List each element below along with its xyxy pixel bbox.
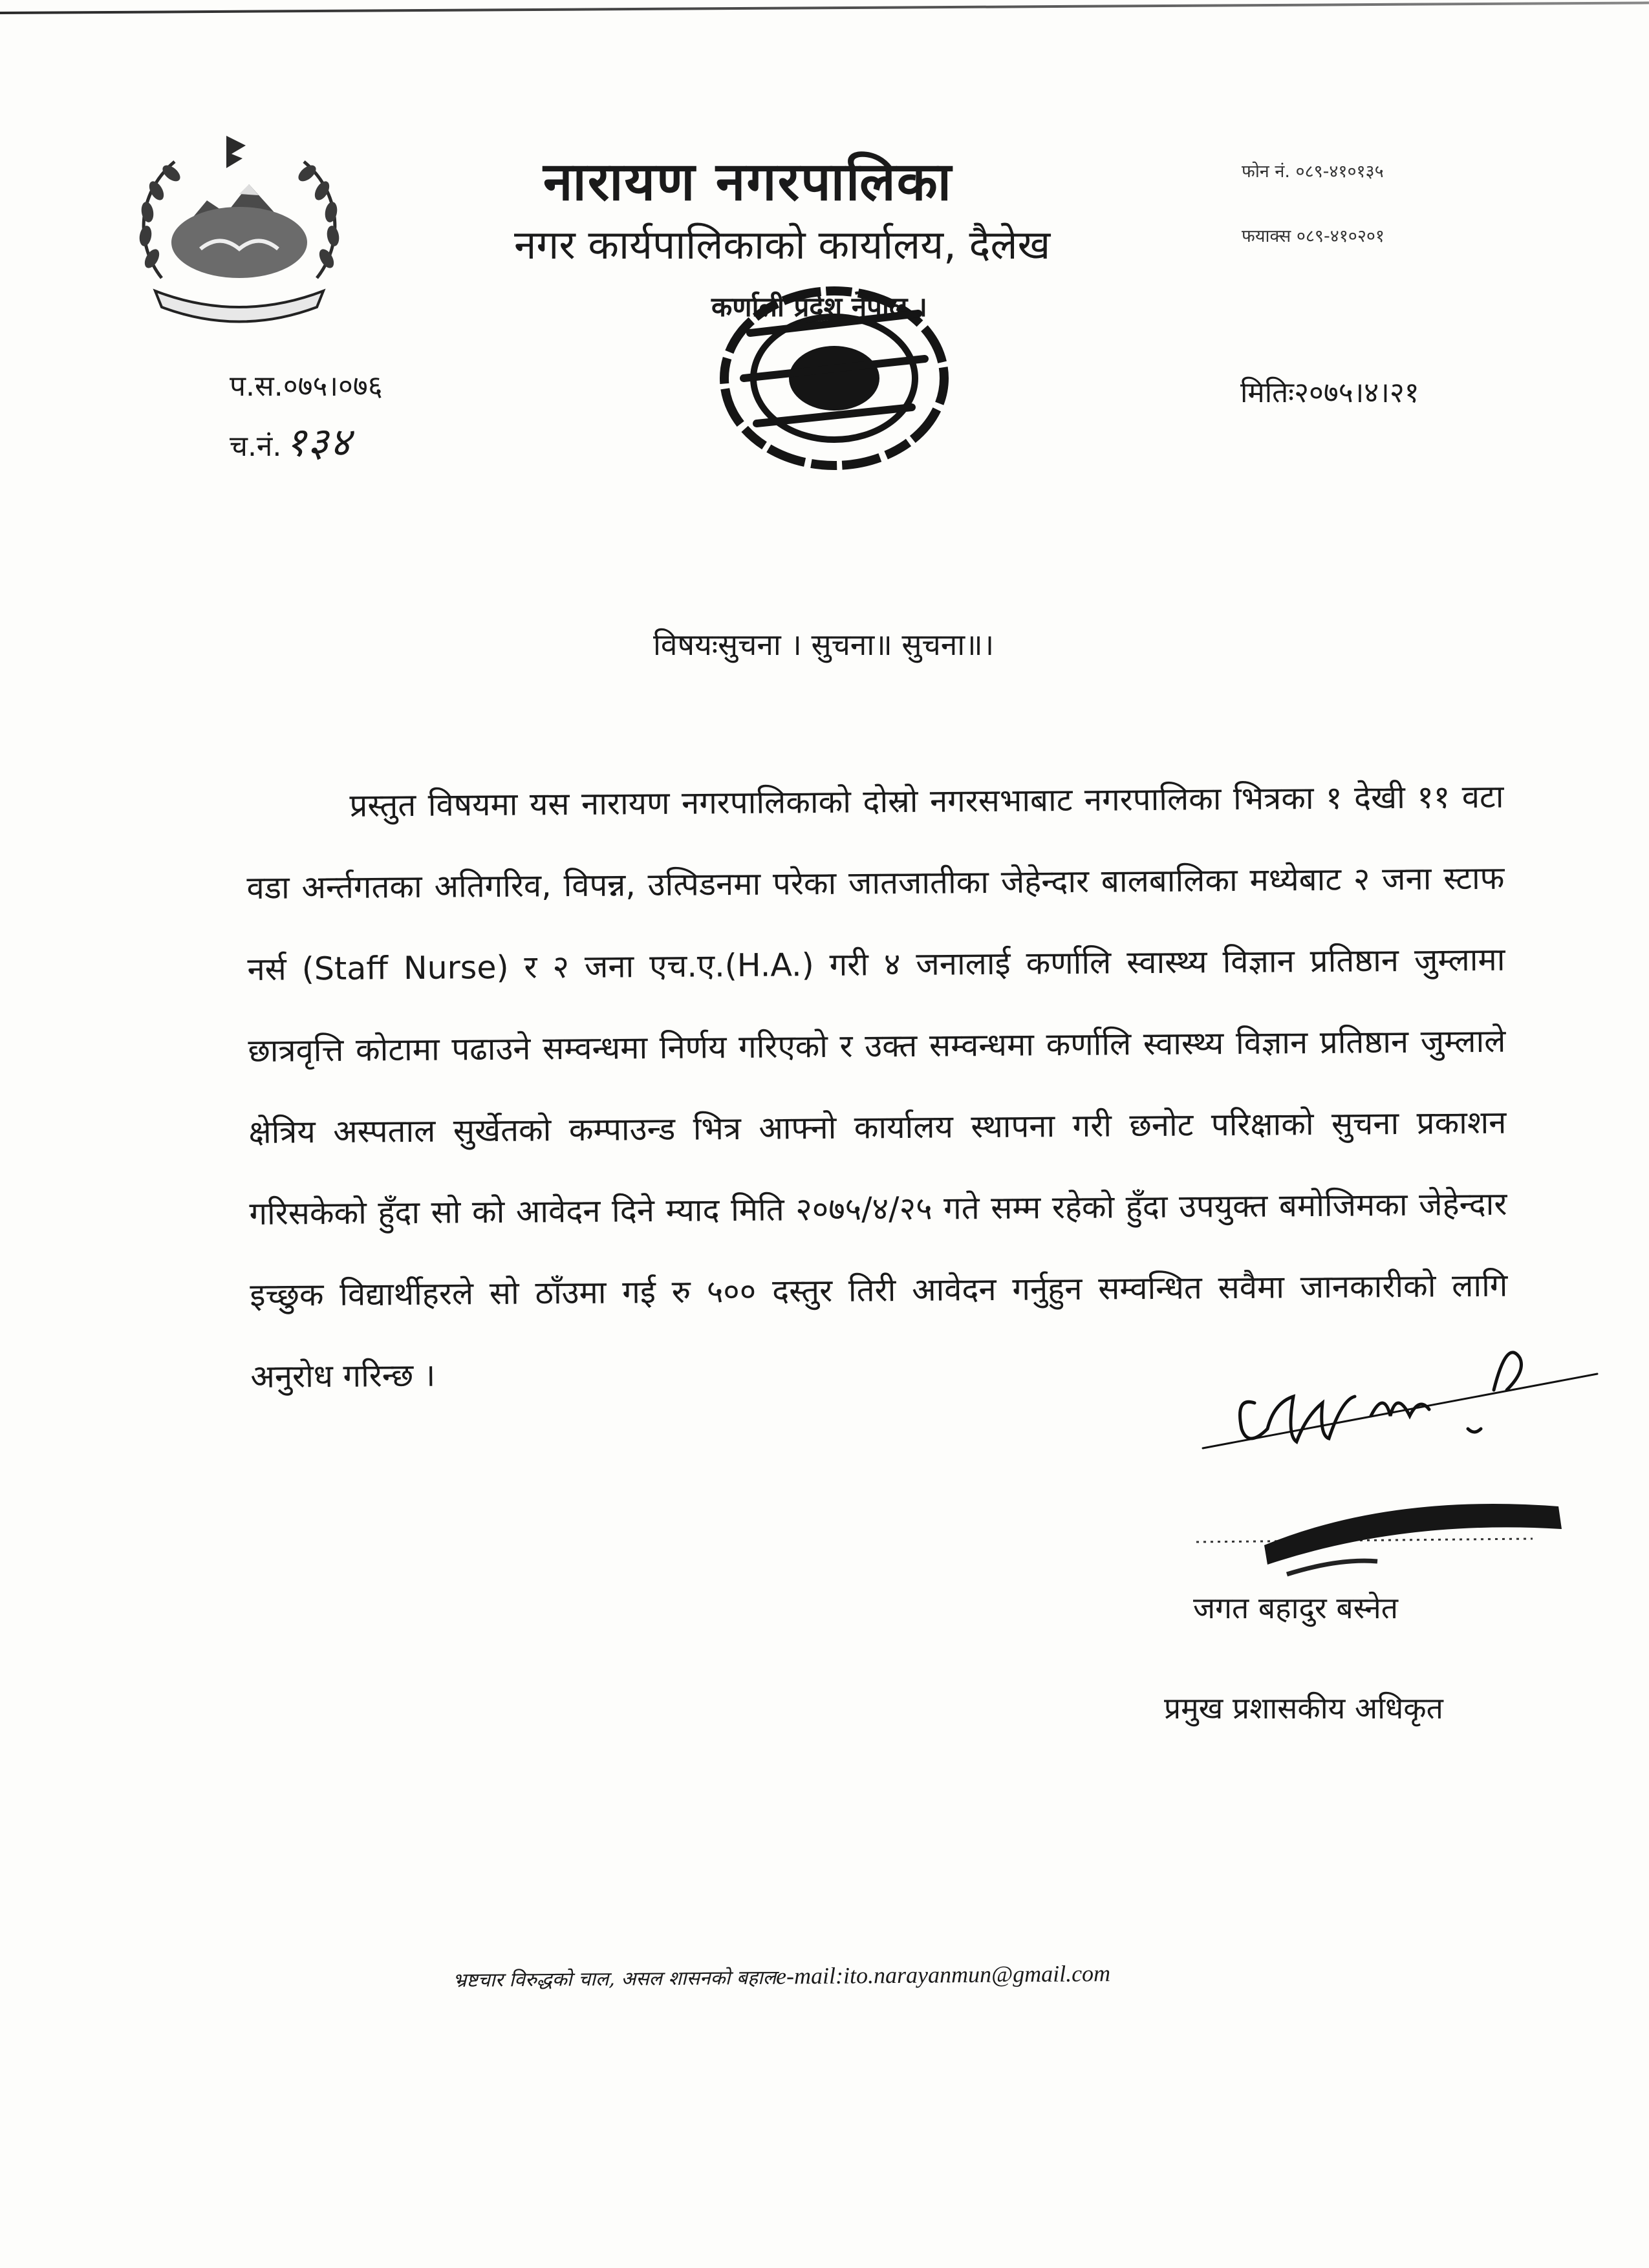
- signature-icon: [1196, 1345, 1617, 1616]
- nepal-emblem-icon: [123, 129, 356, 336]
- letter-subject: विषयःसुचना । सुचना॥ सुचना॥।: [653, 627, 995, 662]
- signatory-title: प्रमुख प्रशासकीय अधिकृत: [1164, 1691, 1443, 1726]
- office-stamp-icon: [705, 275, 964, 475]
- office-name: नगर कार्यपालिकाको कार्यालय, दैलेख: [514, 221, 1051, 268]
- dispatch-value-handwritten: १३४: [285, 418, 352, 465]
- dispatch-number: [230, 414, 352, 468]
- footer-slogan: भ्रष्टचार विरुद्धको चाल, असल शासनको बहाल: [453, 1966, 777, 1992]
- phone-number: फोन नं. ०८९-४१०१३५: [1242, 162, 1384, 182]
- organization-name: नारायण नगरपालिका: [543, 151, 953, 213]
- dispatch-label: च.नं.: [230, 430, 282, 463]
- footer: [453, 1960, 1110, 1993]
- letter-date: मितिः२०७५।४।२१: [1240, 376, 1419, 409]
- footer-email-link[interactable]: e-mail:ito.narayanmun@gmail.com: [775, 1960, 1111, 1989]
- reference-number: प.स.०७५।०७६: [230, 370, 383, 403]
- signatory-name: जगत बहादुर बस्नेत: [1193, 1590, 1398, 1625]
- letter-body: प्रस्तुत विषयमा यस नारायण नगरपालिकाको दोस्रो नगरसभाबाट नगरपालिका भित्रका १ देखी ११ वटा वडा अर्न्तगतका अतिगरिव, विपन्न, उत्पिडनमा परेका जातजातीका जेहेन्दार बालबालिका मध्येबाट २ जना स्टाफ नर्स (Staff Nurse) र २ जना एच.ए.(H.A.) गरी ४ जनालाई कर्णालि स्वास्थ्य विज्ञान प्रतिष्ठान जुम्लामा छात्रवृत्ति कोटामा पढाउने सम्वन्धमा निर्णय गरिएको र उक्त सम्वन्धमा कर्णालि स्वास्थ्य विज्ञान प्रतिष्ठान जुम्लाले क्षेत्रिय अस्पताल सुर्खेतको कम्पाउन्ड भित्र आफ्नो कार्यालय स्थापना गरी छनोट परिक्षाको सुचना प्रकाशन गरिसकेको हुँदा सो को आवेदन दिने म्याद मिति २०७५/४/२५ गते सम्म रहेको हुँदा उपयुक्त बमोजिमका जेहेन्दार इच्छुक विद्यार्थीहरले सो ठाँउमा गई रु ५०० दस्तुर तिरी आवेदन गर्नुहुन सम्वन्धित सवैमा जानकारीको लागि अनुरोध गरिन्छ ।: [246, 778, 1508, 1395]
- fax-number: फयाक्स ०८९-४१०२०१: [1242, 226, 1385, 246]
- top-rule: [0, 1, 1649, 14]
- office-address: कर्णाली प्रदेश नेपाल ।: [711, 291, 927, 323]
